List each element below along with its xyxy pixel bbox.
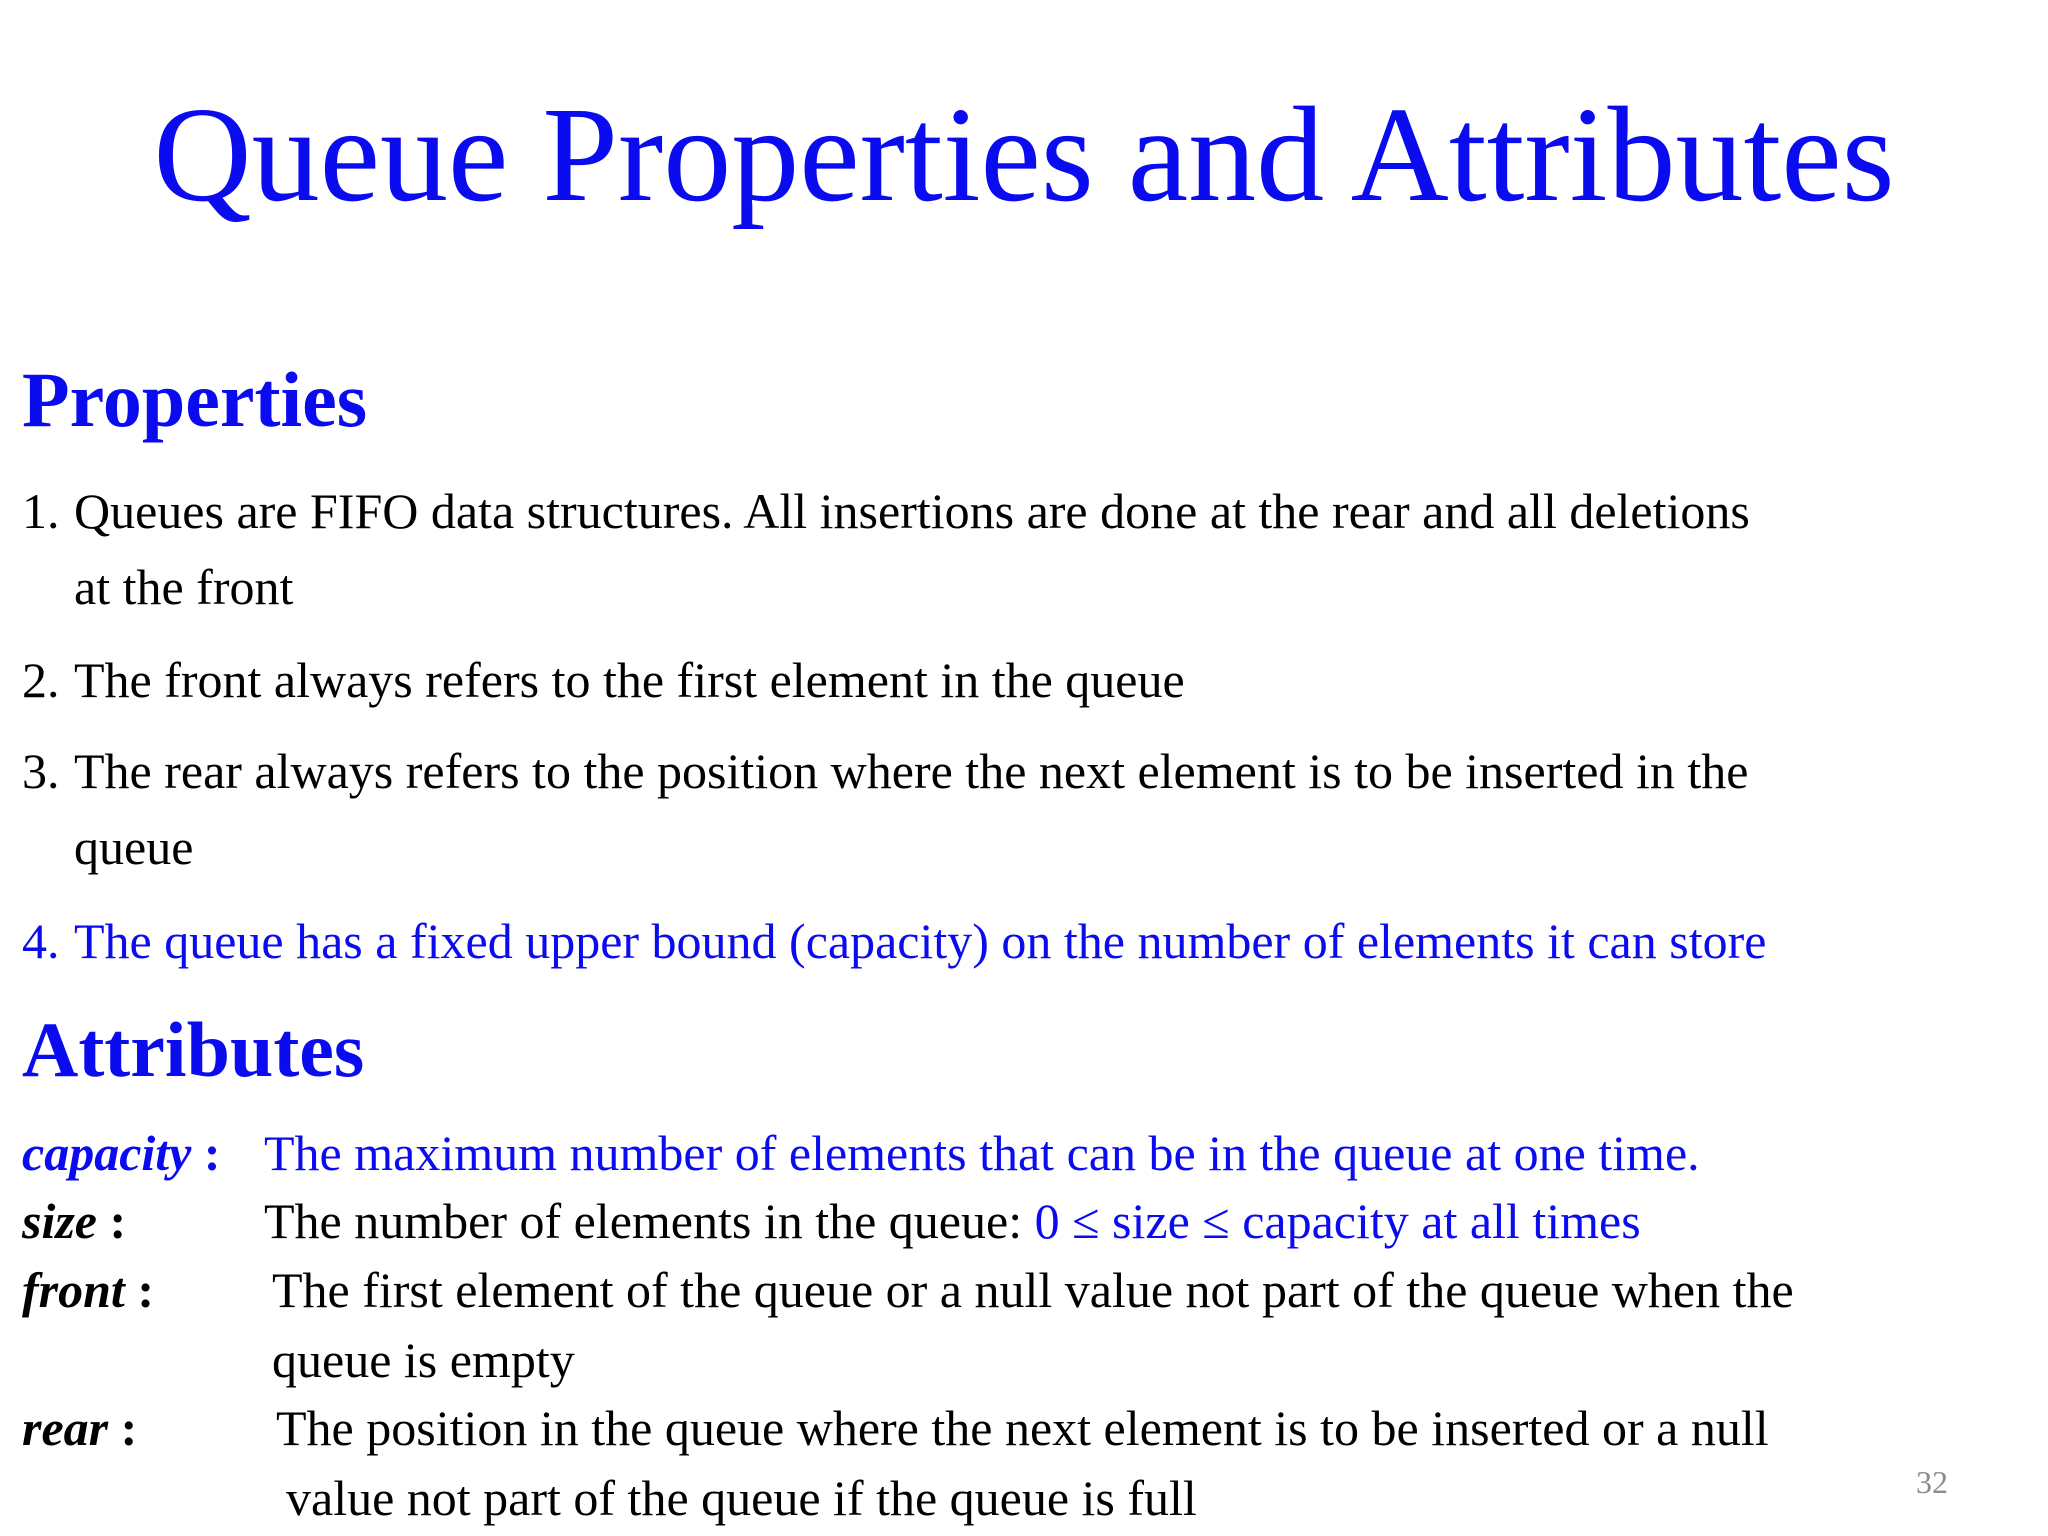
attribute-description bbox=[264, 1186, 1641, 1256]
size-constraint: 0 ≤ size ≤ capacity at all times bbox=[1034, 1193, 1641, 1249]
attribute-colon: : bbox=[108, 1400, 138, 1456]
property-line: queue bbox=[74, 819, 194, 875]
property-line: The rear always refers to the position where the next element is to be inserted in the bbox=[74, 743, 1749, 799]
attribute-term: front bbox=[22, 1262, 125, 1318]
property-number: 3. bbox=[22, 743, 60, 799]
attribute-term: rear bbox=[22, 1400, 109, 1456]
property-line: The front always refers to the first element in the queue bbox=[74, 652, 1185, 708]
property-number: 1. bbox=[22, 483, 60, 539]
property-line: at the front bbox=[74, 559, 294, 615]
attribute-term: size bbox=[22, 1193, 97, 1249]
property-number: 4. bbox=[22, 913, 60, 969]
attribute-description bbox=[272, 1255, 1794, 1395]
property-line: Queues are FIFO data structures. All insertions are done at the rear and all deletions bbox=[74, 483, 1750, 539]
attribute-colon: : bbox=[97, 1193, 127, 1249]
attributes-heading: Attributes bbox=[22, 1006, 365, 1093]
size-description-text: The number of elements in the queue: bbox=[264, 1193, 1035, 1249]
property-line: The queue has a fixed upper bound (capacity) on the number of elements it can store bbox=[74, 913, 1767, 969]
properties-heading: Properties bbox=[22, 356, 368, 443]
attribute-colon: : bbox=[191, 1125, 221, 1181]
attribute-line: value not part of the queue if the queue is full bbox=[286, 1470, 1197, 1526]
property-text bbox=[74, 903, 1766, 979]
attribute-line: queue is empty bbox=[272, 1332, 575, 1388]
property-text bbox=[74, 642, 1185, 718]
attribute-line: The first element of the queue or a null value not part of the queue when the bbox=[272, 1262, 1794, 1318]
property-text bbox=[74, 473, 1750, 625]
attribute-line: The position in the queue where the next element is to be inserted or a null bbox=[276, 1400, 1769, 1456]
slide-title: Queue Properties and Attributes bbox=[153, 80, 1895, 230]
attribute-colon: : bbox=[124, 1262, 154, 1318]
attribute-capacity bbox=[22, 1118, 1700, 1188]
attribute-size bbox=[22, 1186, 1641, 1256]
property-text bbox=[74, 733, 1748, 885]
attribute-description bbox=[276, 1393, 1769, 1533]
property-number: 2. bbox=[22, 652, 60, 708]
attribute-front bbox=[22, 1255, 1794, 1388]
attribute-term: capacity bbox=[22, 1125, 192, 1181]
attribute-rear bbox=[22, 1393, 1769, 1526]
page-number: 32 bbox=[1916, 1464, 1948, 1500]
attribute-description: The maximum number of elements that can be in the queue at one time. bbox=[264, 1125, 1700, 1181]
